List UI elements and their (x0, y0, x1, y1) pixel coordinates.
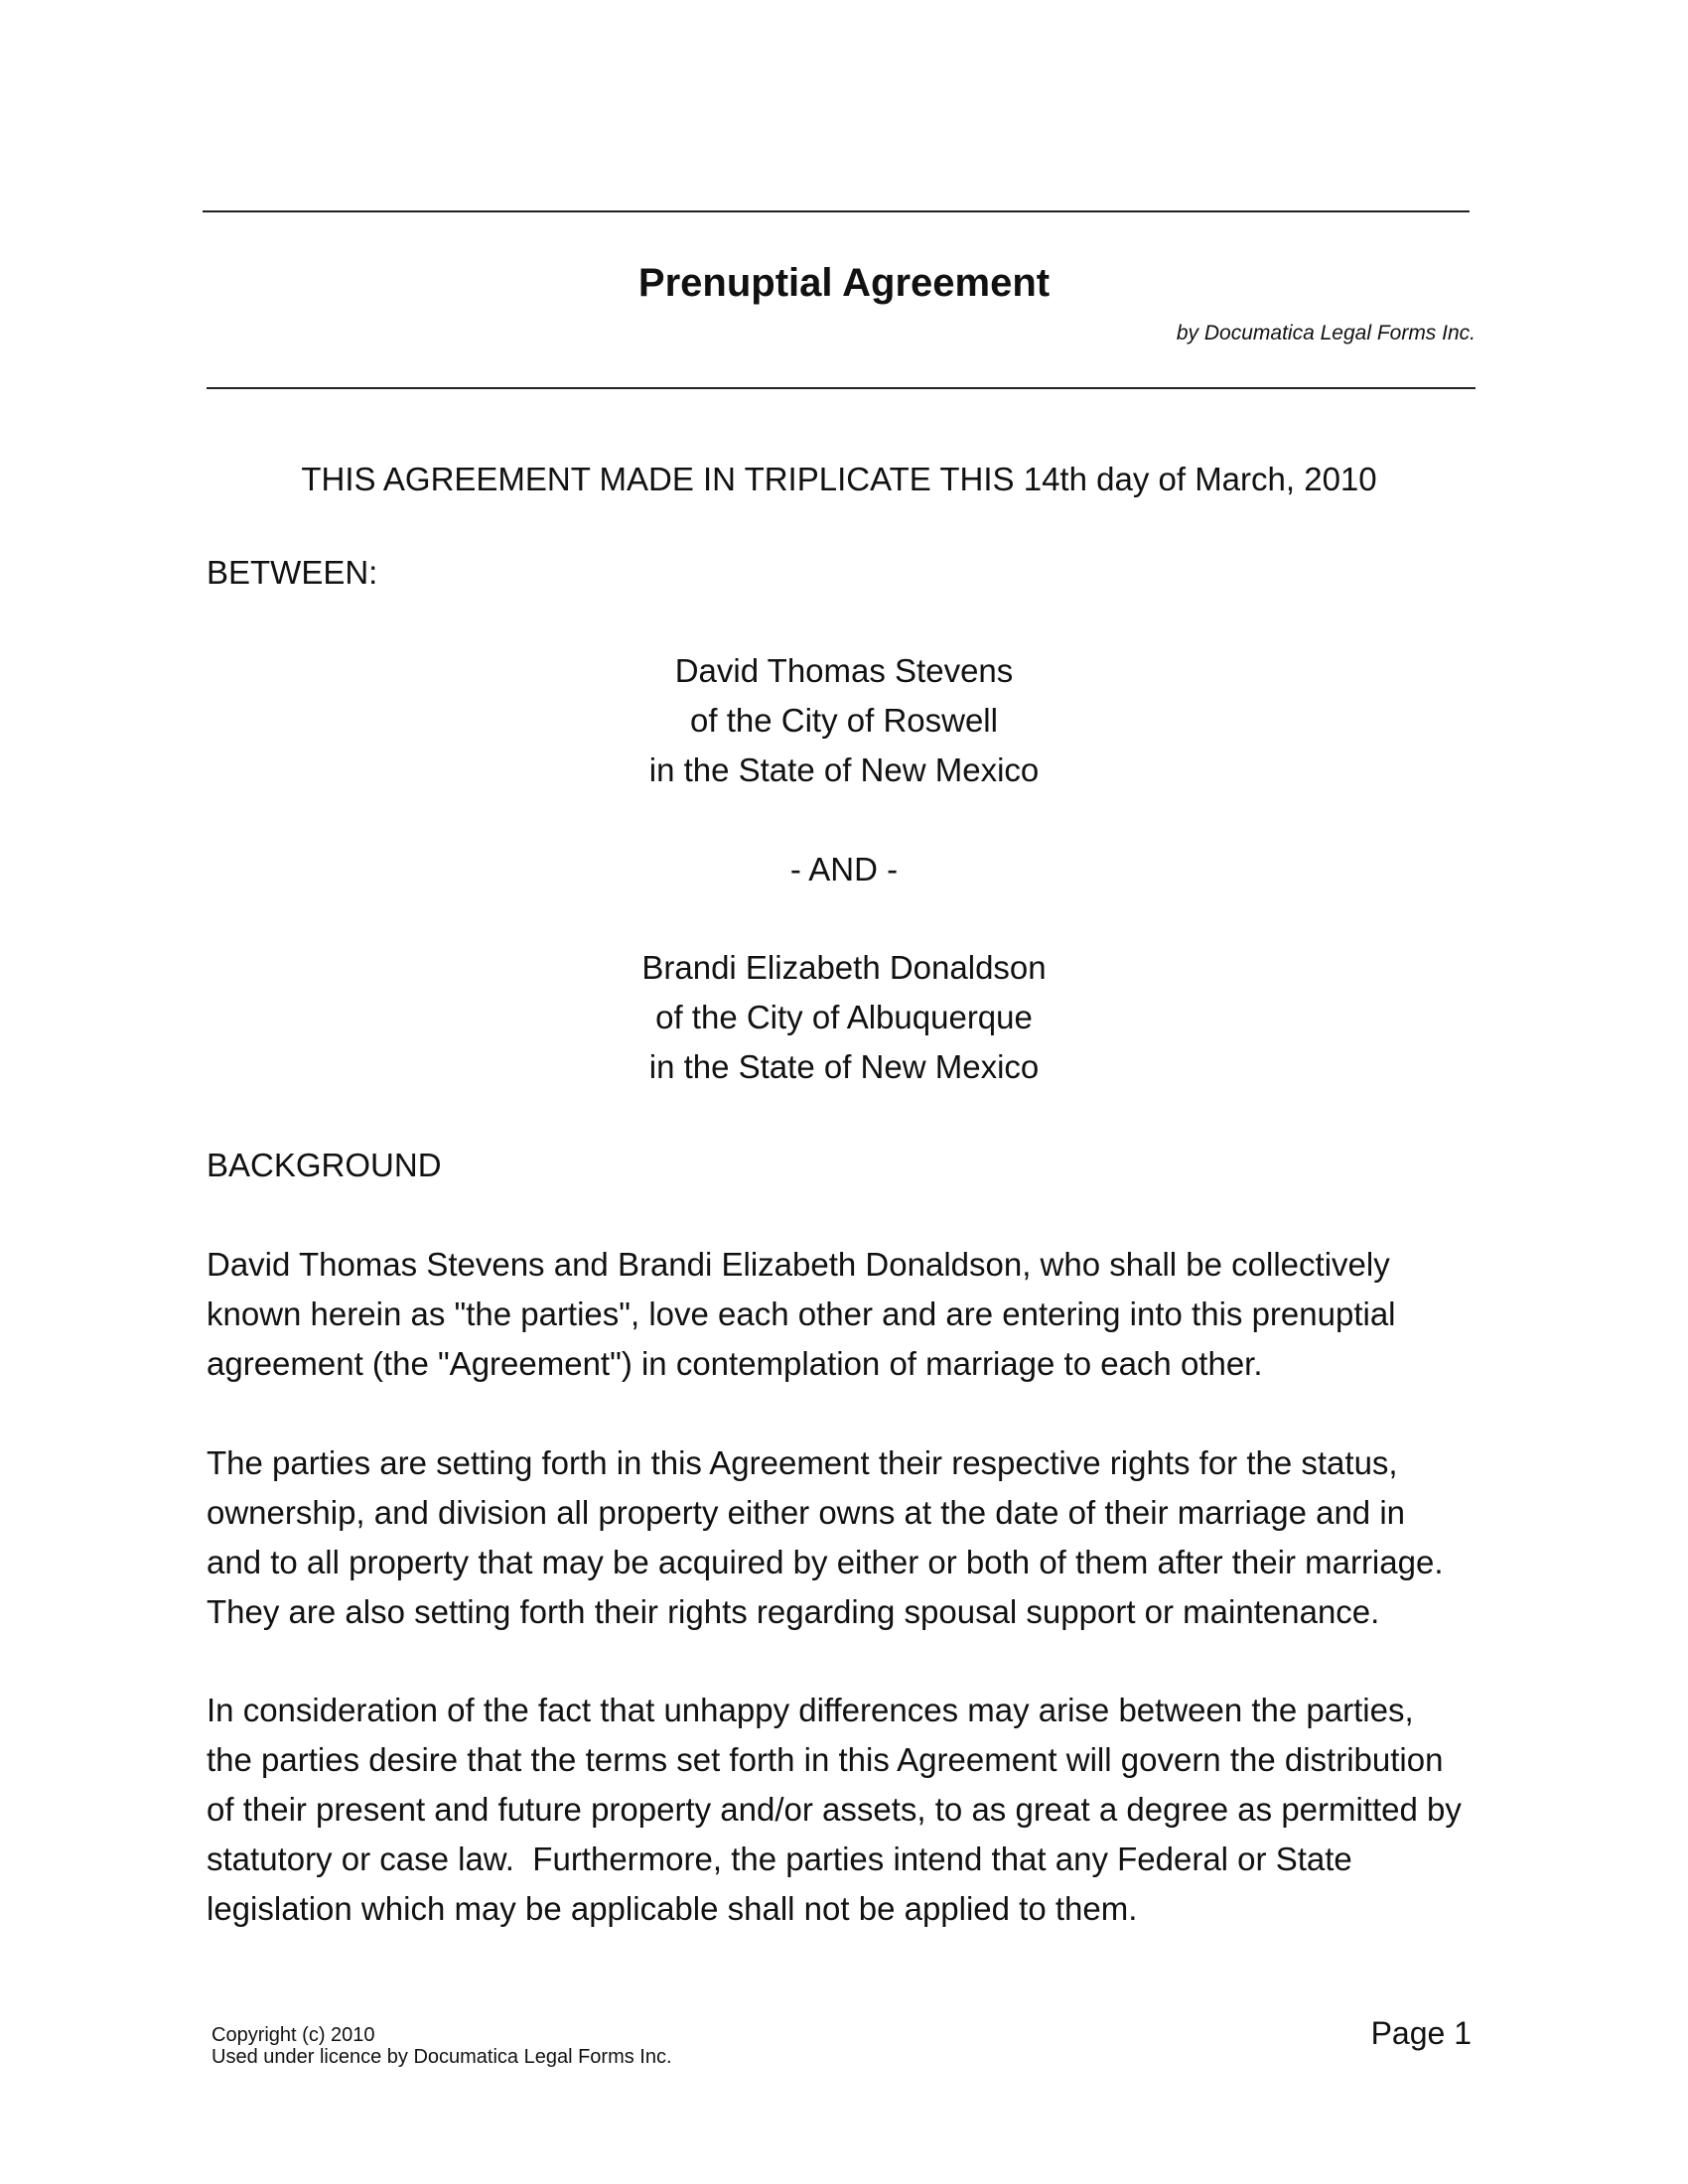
party-1-state: in the State of New Mexico (648, 751, 1040, 788)
paragraph-3 (207, 1686, 1497, 1934)
between-label: BETWEEN: (207, 554, 378, 591)
background-heading: BACKGROUND (207, 1147, 442, 1183)
paragraph-2 (207, 1438, 1497, 1637)
licence-line: Used under licence by Documatica Legal Forms Inc. (211, 2046, 672, 2068)
paragraph-2-line: They are also setting forth their rights regarding spousal support or maintenance. (207, 1593, 1380, 1630)
paragraph-2-line: ownership, and division all property either owns at the date of their marriage and in (207, 1494, 1406, 1531)
opening-line (0, 455, 1688, 504)
party-2-state: in the State of New Mexico (648, 1048, 1040, 1085)
footer-copyright (211, 2024, 672, 2068)
page-number: Page 1 (1370, 2015, 1472, 2051)
header-top-rule (203, 210, 1470, 212)
paragraph-3-line: statutory or case law. Furthermore, the parties intend that any Federal or State (207, 1841, 1352, 1877)
paragraph-1-line: agreement (the "Agreement") in contemplation of marriage to each other. (207, 1345, 1263, 1382)
party-2-city: of the City of Albuquerque (655, 999, 1033, 1035)
header-bottom-rule (207, 387, 1476, 389)
paragraph-3-line: the parties desire that the terms set forth in this Agreement will govern the distribution (207, 1741, 1444, 1778)
paragraph-3-line: of their present and future property and/or assets, to as great a degree as permitted by (207, 1791, 1462, 1828)
opening-line-text: THIS AGREEMENT MADE IN TRIPLICATE THIS 14th day of March, 2010 (301, 461, 1377, 497)
paragraph-3-line: In consideration of the fact that unhappy differences may arise between the parties, (207, 1692, 1414, 1728)
paragraph-1 (207, 1240, 1497, 1389)
paragraph-1-line: David Thomas Stevens and Brandi Elizabeth Donaldson, who shall be collectively (207, 1246, 1390, 1283)
paragraph-2-line: The parties are setting forth in this Agreement their respective rights for the status, (207, 1444, 1398, 1481)
party-1-block (0, 646, 1688, 795)
party-2-name: Brandi Elizabeth Donaldson (641, 949, 1047, 986)
paragraph-2-line: and to all property that may be acquired by either or both of them after their marriage. (207, 1544, 1444, 1580)
copyright-line: Copyright (c) 2010 (211, 2024, 375, 2046)
party-2-block (0, 943, 1688, 1092)
party-1-name: David Thomas Stevens (674, 652, 1014, 689)
paragraph-1-line: known herein as "the parties", love each other and are entering into this prenuptial (207, 1296, 1396, 1332)
paragraph-3-line: legislation which may be applicable shall not be applied to them. (207, 1890, 1138, 1927)
party-1-city: of the City of Roswell (690, 702, 998, 739)
and-separator: - AND - (789, 851, 899, 887)
document-byline: by Documatica Legal Forms Inc. (1176, 322, 1476, 344)
document-title: Prenuptial Agreement (637, 261, 1051, 305)
